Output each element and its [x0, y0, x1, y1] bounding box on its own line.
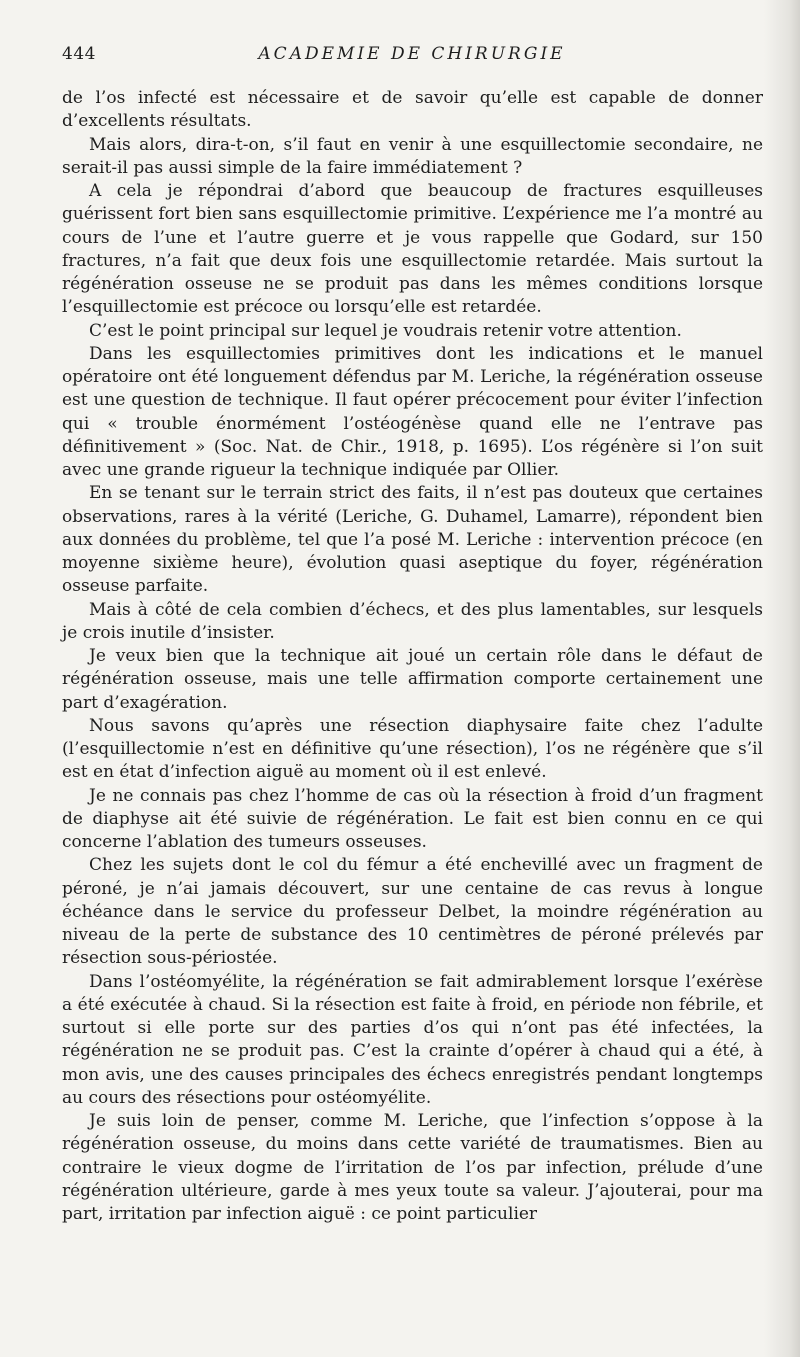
paragraph: Dans les esquillectomies primitives dont les indications et le manuel opératoire ont été longuement défendus par M. Leriche, la régénération osseuse est une question de technique. Il faut opérer précocement pour éviter l’infection qui « trouble énormément l’ostéogénèse quand elle ne l’entrave pas définitivement » (Soc. Nat. de Chir., 1918, p. 1695). L’os régénère si l’on suit avec une grande rigueur la technique indiquée par Ollier.	[62, 343, 763, 480]
paragraph: En se tenant sur le terrain strict des faits, il n’est pas douteux que certaines observations, rares à la vérité (Leriche, G. Duhamel, Lamarre), répondent bien aux données du problème, tel que l’a posé M. Leriche : intervention précoce (en moyenne sixième heure), évolution quasi aseptique du foyer, régénération osseuse parfaite.	[62, 483, 763, 597]
page-header	[62, 44, 762, 70]
paragraph: Mais à côté de cela combien d’échecs, et des plus lamentables, sur lesquels je crois inutile d’insister.	[62, 599, 763, 643]
paragraph: Je suis loin de penser, comme M. Leriche, que l’infection s’oppose à la régénération osseuse, du moins dans cette variété de traumatismes. Bien au contraire le vieux dogme de l’irritation de l’os par infection, prélude d’une régénération ultérieure, garde à mes yeux toute sa valeur. J’ajouterai, pour ma part, irritation par infection aiguë : ce point particulier	[62, 1111, 763, 1224]
page-edge-shadow	[764, 0, 800, 1357]
paragraph: A cela je répondrai d’abord que beaucoup de fractures esquilleuses guérissent fort bien sans esquillectomie primitive. L’expérience me l’a montré au cours de l’une et l’autre guerre et je vous rappelle que Godard, sur 150 fractures, n’a fait que deux fois une esquillectomie retardée. Mais surtout la régénération osseuse ne se produit pas dans les mêmes conditions lorsque l’esquillectomie est précoce ou lorsqu’elle est retardée.	[62, 181, 763, 318]
paragraph: Nous savons qu’après une résection diaphysaire faite chez l’adulte (l’esquillectomie n’est en définitive qu’une résection), l’os ne régénère que s’il est en état d’infection aiguë au moment où il est enlevé.	[62, 715, 763, 783]
paragraph: Chez les sujets dont le col du fémur a été enchevillé avec un fragment de péroné, je n’ai jamais découvert, sur une centaine de cas revus à longue échéance dans le service du professeur Delbet, la moindre régénération au niveau de la perte de substance des 10 centimètres de péroné prélevés par résection sous-périostée.	[62, 855, 763, 969]
running-title: ACADEMIE DE CHIRURGIE	[258, 44, 566, 64]
paragraph: Je ne connais pas chez l’homme de cas où la résection à froid d’un fragment de diaphyse ait été suivie de régénération. Le fait est bien connu en ce qui concerne l’ablation des tumeurs osseuses.	[62, 785, 763, 852]
paragraph: Dans l’ostéomyélite, la régénération se fait admirablement lorsque l’exérèse a été exécutée à chaud. Si la résection est faite à froid, en période non fébrile, et surtout si elle porte sur des parties d’os qui n’ont pas été infectées, la régénération ne se produit pas. C’est la crainte d’opérer à chaud qui a été, à mon avis, une des causes principales des échecs enregistrés pendant longtemps au cours des résections pour ostéomyélite.	[62, 971, 763, 1108]
paragraph: C’est le point principal sur lequel je voudrais retenir votre attention.	[89, 320, 682, 341]
paragraph: de l’os infecté est nécessaire et de savoir qu’elle est capable de donner d’excellents résultats.	[62, 88, 763, 132]
body-text	[62, 87, 763, 1226]
paragraph: Mais alors, dira-t-on, s’il faut en venir à une esquillectomie secondaire, ne serait-il pas aussi simple de la faire immédiatement ?	[62, 134, 763, 178]
paragraph: Je veux bien que la technique ait joué un certain rôle dans le défaut de régénération osseuse, mais une telle affirmation comporte certainement une part d’exagération.	[62, 646, 763, 713]
page-number: 444	[62, 44, 96, 64]
